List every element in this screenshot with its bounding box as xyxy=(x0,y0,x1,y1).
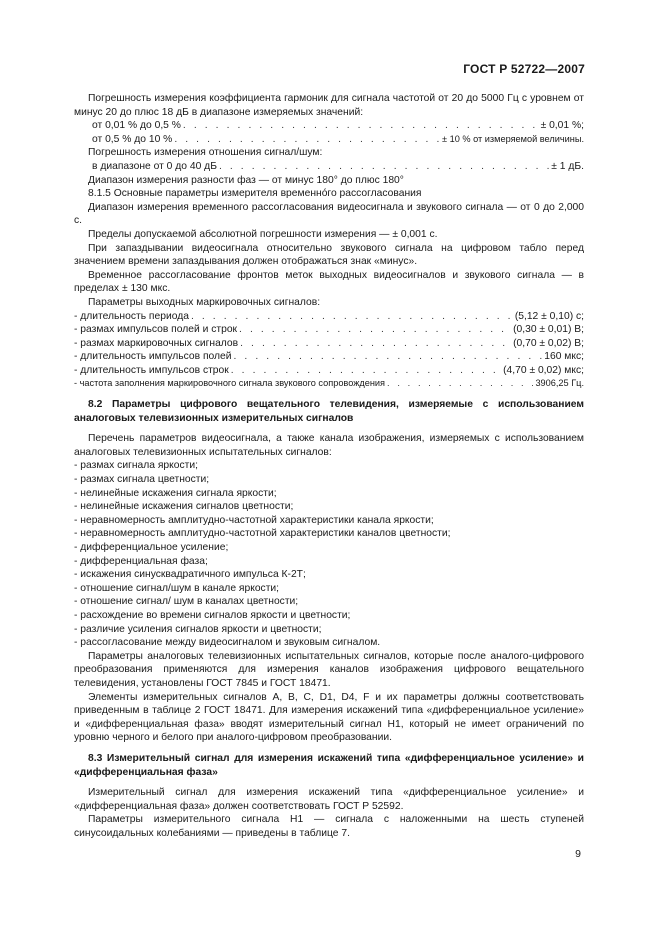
marker-label: - длительность импульсов строк xyxy=(74,364,229,376)
marker-value: (0,70 ± 0,02) В; xyxy=(513,337,584,349)
document-header: ГОСТ Р 52722—2007 xyxy=(463,62,585,76)
parameter-list-item: - размах сигнала цветности; xyxy=(74,473,584,487)
parameter-list-item: - искажения синусквадратичного импульса К-2Т; xyxy=(74,568,584,582)
section-82-para2: Элементы измерительных сигналов A, B, C, D1, D4, F и их параметры должны соответствовать приведенным в таблице 2 ГОСТ 18471. Для измерения искажений типа «дифференциальное усиление» и «дифференциальная фаза» вводят измерительный сигнал Н1, который не имеет ограничений по уровню черного и белого при аналого-цифровом преобразовании. xyxy=(74,691,584,744)
parameter-list xyxy=(74,459,584,649)
dot-leader xyxy=(238,337,513,351)
snr-range-label: в диапазоне от 0 до 40 дБ xyxy=(92,160,217,172)
marker-item xyxy=(74,337,584,351)
parameter-list-item: - различие усиления сигналов яркости и цветности; xyxy=(74,623,584,637)
marker-value: (0,30 ± 0,01) В; xyxy=(513,324,584,336)
marker-list xyxy=(74,310,584,392)
marker-label: - длительность импульсов полей xyxy=(74,351,232,363)
parameter-list-item: - расхождение во времени сигналов яркости и цветности; xyxy=(74,609,584,623)
marker-value: (4,70 ± 0,02) мкс; xyxy=(503,364,584,376)
snr-intro: Погрешность измерения отношения сигнал/шум: xyxy=(88,147,323,159)
dot-leader xyxy=(237,323,513,337)
marker-label: - размах маркировочных сигналов xyxy=(74,337,239,349)
harmonic-intro: Погрешность измерения коэффициента гармоник для сигнала частотой от 20 до 5000 Гц с уровнем от минус 20 до плюс 18 дБ в диапазоне измеряемых значений: xyxy=(74,93,584,118)
page-content xyxy=(74,92,584,840)
section-82-para1: Параметры аналоговых телевизионных испытательных сигналов, которые после аналого-цифрового преобразования применяются для измерения каналов изображения цифрового вещательного телевидения, установлены ГОСТ 7845 и ГОСТ 18471. xyxy=(74,650,584,689)
section-83-para2: Параметры измерительного сигнала Н1 — сигнала с наложенными на шесть ступеней синусоидальных колебаниями — приведены в таблице 7. xyxy=(74,814,584,839)
marker-intro: Параметры выходных маркировочных сигналов: xyxy=(88,296,321,308)
harmonic-range-1-label: от 0,01 % до 0,5 % xyxy=(92,120,181,132)
parameter-list-item: - отношение сигнал/шум в канале яркости; xyxy=(74,582,584,596)
parameter-list-item: - дифференциальное усиление; xyxy=(74,541,584,555)
parameter-list-item: - неравномерность амплитудно-частотной характеристики каналов цветности; xyxy=(74,527,584,541)
harmonic-range-2 xyxy=(74,133,584,147)
dot-leader xyxy=(229,364,503,378)
page-number: 9 xyxy=(575,848,581,860)
marker-item xyxy=(74,377,584,391)
section-815-title: 8.1.5 Основные параметры измерителя временно́го рассогласования xyxy=(88,188,422,200)
section-815-delay: При запаздывании видеосигнала относительно звукового сигнала на цифровом табло перед значением времени запаздывания должен отображаться знак «минус». xyxy=(74,242,584,268)
harmonic-range-1 xyxy=(74,119,584,133)
section-82-intro: Перечень параметров видеосигнала, а также канала изображения, измеряемых с использованием аналоговых телевизионных испытательных сигналов: xyxy=(74,433,584,458)
parameter-list-item: - размах сигнала яркости; xyxy=(74,459,584,473)
parameter-list-item: - дифференциальная фаза; xyxy=(74,555,584,569)
dot-leader xyxy=(217,160,551,174)
dot-leader xyxy=(172,133,442,147)
dot-leader xyxy=(385,377,535,391)
dot-leader xyxy=(232,350,545,364)
marker-label: - частота заполнения маркировочного сигнала звукового сопровождения xyxy=(74,378,386,389)
section-82-heading: 8.2 Параметры цифрового вещательного телевидения, измеряемые с использованием аналоговых телевизионных измерительных сигналов xyxy=(74,399,584,424)
phase-range: Диапазон измерения разности фаз — от минус 180° до плюс 180° xyxy=(88,174,404,186)
section-815-error: Пределы допускаемой абсолютной погрешности измерения — ± 0,001 с. xyxy=(88,228,438,240)
marker-item xyxy=(74,310,584,324)
parameter-list-item: - нелинейные искажения сигнала яркости; xyxy=(74,487,584,501)
harmonic-range-1-value: ± 0,01 %; xyxy=(540,120,584,132)
dot-leader xyxy=(189,310,515,324)
marker-item xyxy=(74,323,584,337)
parameter-list-item: - отношение сигнал/ шум в каналах цветности; xyxy=(74,595,584,609)
section-83-para1: Измерительный сигнал для измерения искажений типа «дифференциальное усиление» и «дифференциальная фаза» должен соответствовать ГОСТ Р 52592. xyxy=(74,787,584,812)
snr-range xyxy=(74,160,584,174)
section-83-heading: 8.3 Измерительный сигнал для измерения искажений типа «дифференциальное усиление» и «дифференциальная фаза» xyxy=(74,752,584,778)
marker-label: - размах импульсов полей и строк xyxy=(74,324,238,336)
marker-value: 160 мкс; xyxy=(544,351,584,363)
parameter-list-item: - рассогласование между видеосигналом и звуковым сигналом. xyxy=(74,636,584,650)
marker-label: - длительность периода xyxy=(74,310,189,322)
section-815-fronts: Временное рассогласование фронтов меток выходных видеосигналов и звукового сигнала — в пределах ± 130 мкс. xyxy=(74,269,584,295)
section-815-range: Диапазон измерения временного рассогласования видеосигнала и звукового сигнала — от 0 до 2,000 с. xyxy=(74,201,584,227)
dot-leader xyxy=(181,119,541,133)
parameter-list-item: - неравномерность амплитудно-частотной характеристики канала яркости; xyxy=(74,514,584,528)
marker-item xyxy=(74,364,584,378)
marker-value: 3906,25 Гц. xyxy=(535,378,584,389)
marker-value: (5,12 ± 0,10) с; xyxy=(514,310,584,322)
parameter-list-item: - нелинейные искажения сигналов цветности; xyxy=(74,500,584,514)
marker-item xyxy=(74,350,584,364)
snr-range-value: ± 1 дБ. xyxy=(551,160,584,172)
harmonic-range-2-label: от 0,5 % до 10 % xyxy=(92,133,173,145)
harmonic-range-2-value: ± 10 % от измеряемой величины. xyxy=(442,133,584,144)
